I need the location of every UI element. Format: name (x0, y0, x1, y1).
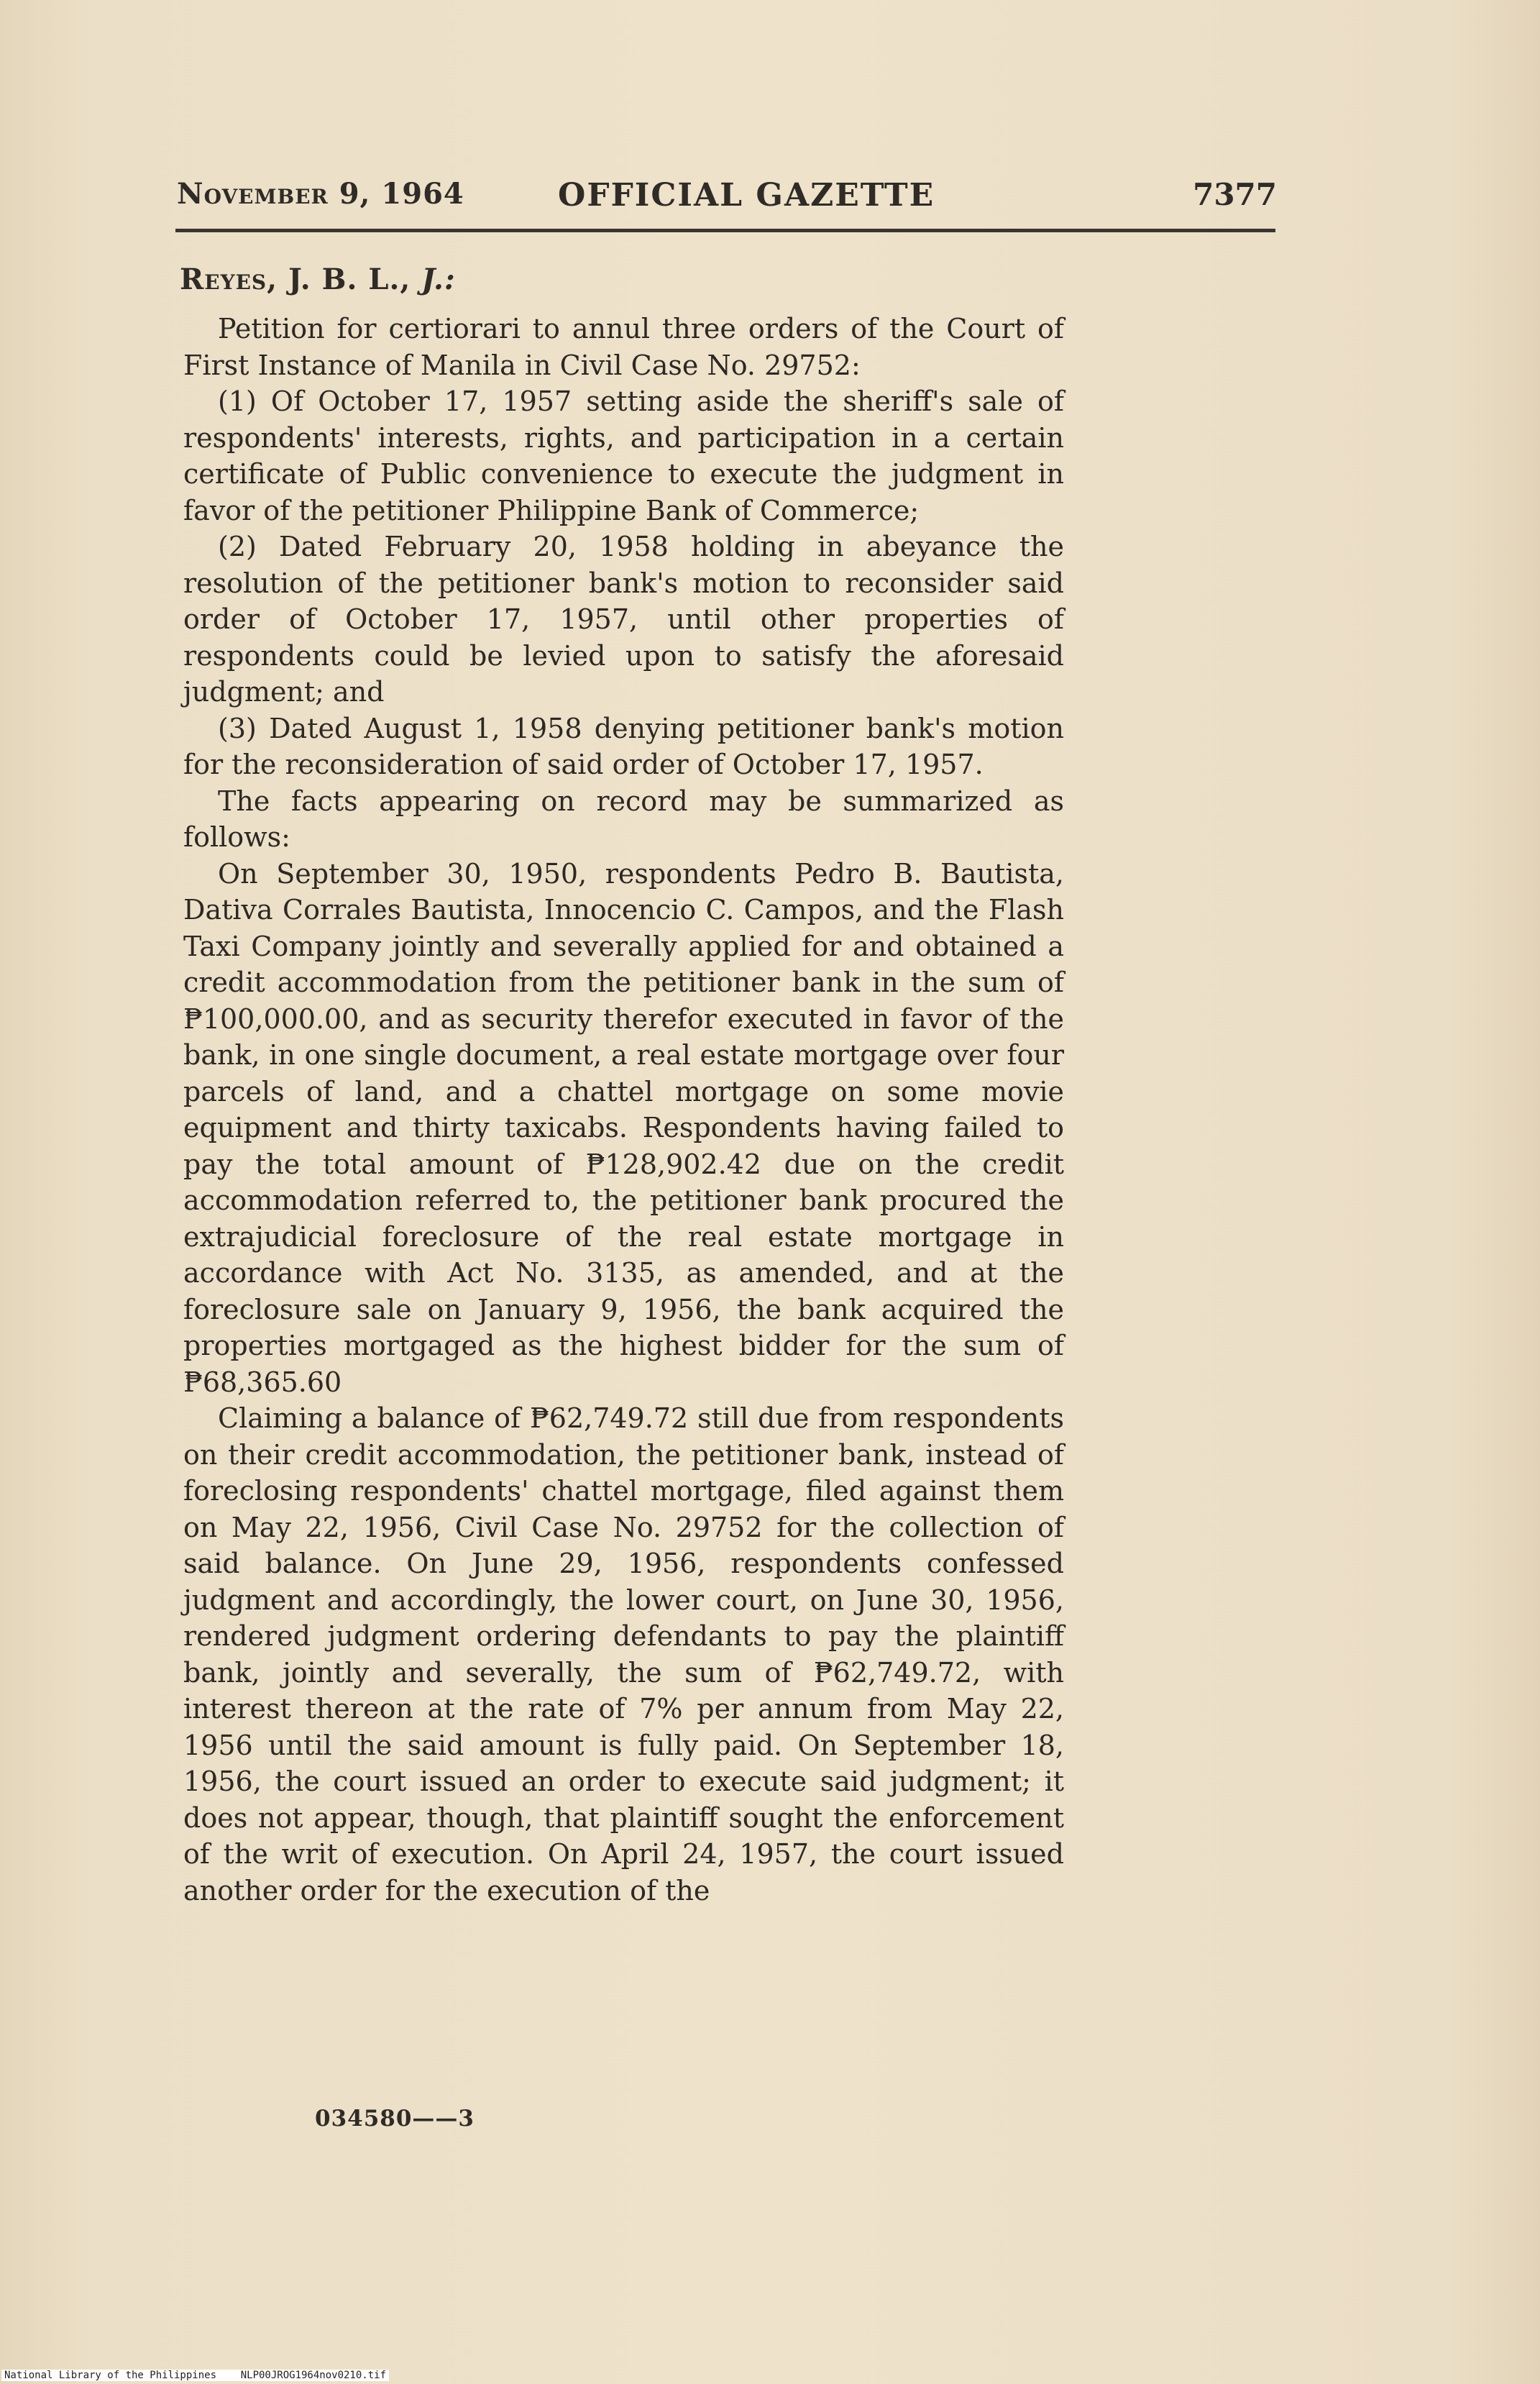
print-code: 034580——3 (315, 2106, 475, 2132)
paragraph: (1) Of October 17, 1957 setting aside the sheriff's sale of respondents' interests, rights, and participation in a certain certificate of Public convenience to execute the judgment in favor of the petitioner Philippine Bank of Commerce; (183, 385, 1064, 526)
author-name: Reyes, J. B. L., (180, 262, 422, 296)
scan-credit: National Library of the Philippines NLP00JROG1964nov0210.tif (1, 2370, 389, 2381)
header-date: November 9, 1964 (177, 177, 464, 211)
header-page-number: 7377 (1193, 177, 1277, 212)
opinion-author (180, 262, 456, 296)
paragraph: Petition for certiorari to annul three orders of the Court of First Instance of Manila in Civil Case No. 29752: (183, 313, 1064, 381)
paragraph: The facts appearing on record may be summarized as follows: (183, 785, 1064, 853)
opinion-body (183, 311, 1064, 1909)
header-title: OFFICIAL GAZETTE (558, 177, 935, 214)
page-header (177, 177, 1277, 220)
author-role: J.: (421, 262, 456, 296)
paragraph: (3) Dated August 1, 1958 denying petitioner bank's motion for the reconsideration of said order of October 17, 1957. (183, 712, 1064, 780)
paragraph: (2) Dated February 20, 1958 holding in abeyance the resolution of the petitioner bank's motion to reconsider said order of October 17, 1957, until other properties of respondents could be levied upon to satisfy the aforesaid judgment; and (183, 531, 1064, 708)
paragraph: Claiming a balance of ₱62,749.72 still due from respondents on their credit accommodation, the petitioner bank, instead of foreclosing respondents' chattel mortgage, filed against them on May 22, 1956, Civil Case No. 29752 for the collection of said balance. On June 29, 1956, respondents confessed judgment and accordingly, the lower court, on June 30, 1956, rendered judgment ordering defendants to pay the plaintiff bank, jointly and severally, the sum of ₱62,749.72, with interest thereon at the rate of 7% per annum from May 22, 1956 until the said amount is fully paid. On September 18, 1956, the court issued an order to execute said judgment; it does not appear, though, that plaintiff sought the enforcement of the writ of execution. On April 24, 1957, the court issued another order for the execution of the (183, 1402, 1064, 1906)
paragraph: On September 30, 1950, respondents Pedro B. Bautista, Dativa Corrales Bautista, Innocencio C. Campos, and the Flash Taxi Company jointly and severally applied for and obtained a credit accommodation from the petitioner bank in the sum of ₱100,000.00, and as security therefor executed in favor of the bank, in one single document, a real estate mortgage over four parcels of land, and a chattel mortgage on some movie equipment and thirty taxicabs. Respondents having failed to pay the total amount of ₱128,902.42 due on the credit accommodation referred to, the petitioner bank procured the extrajudicial foreclosure of the real estate mortgage in accordance with Act No. 3135, as amended, and at the foreclosure sale on January 9, 1956, the bank acquired the properties mortgaged as the highest bidder for the sum of ₱68,365.60 (183, 857, 1064, 1398)
header-rule (175, 229, 1275, 232)
